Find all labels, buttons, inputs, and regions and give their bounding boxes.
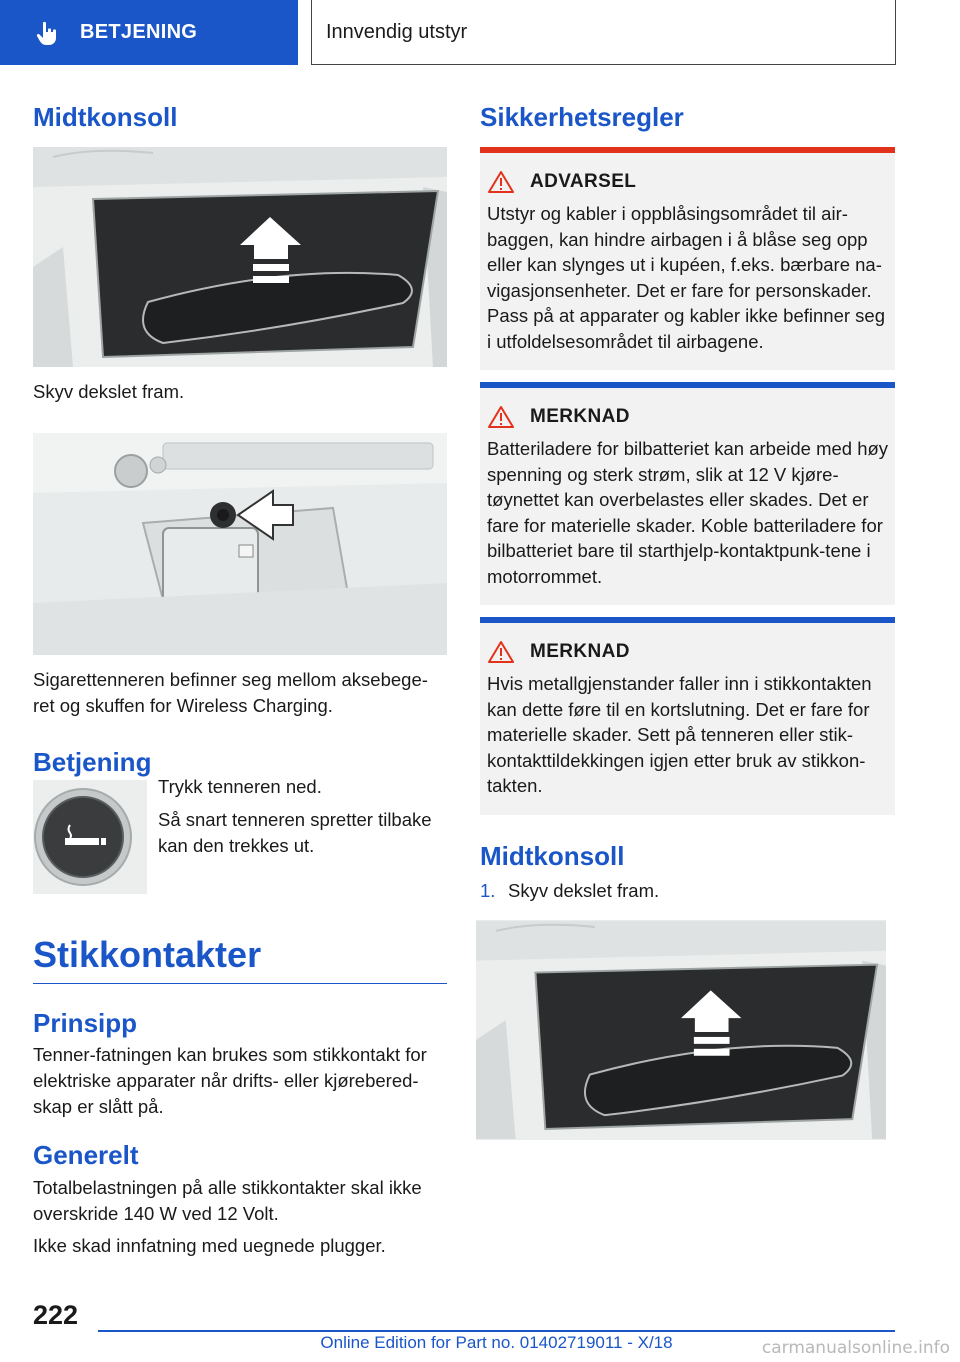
heading-prinsipp: Prinsipp	[33, 1008, 138, 1039]
generelt-text-load: Totalbelastningen på alle stikkontakter skal ikke overskride 140 W ved 12 Volt.	[33, 1176, 422, 1224]
step-text: Skyv dekslet fram.	[508, 879, 660, 901]
footer-rule	[98, 1330, 895, 1332]
warning-triangle-icon	[488, 405, 514, 429]
generelt-text-plugs: Ikke skad innfatning med uegnede plugger.	[33, 1234, 386, 1256]
heading-midtkonsoll-2: Midtkonsoll	[480, 840, 625, 871]
cigarette-lighter-icon	[33, 780, 147, 894]
heading-stikkontakter: Stikkontakter	[33, 934, 262, 976]
notice-warning	[480, 147, 895, 370]
console-cover-photo-2	[476, 920, 886, 1140]
heading-betjening: Betjening	[33, 747, 152, 778]
warning-triangle-icon	[488, 170, 514, 194]
notice-title: MERKNAD	[530, 641, 630, 663]
watermark: carmanualsonline.info	[761, 1338, 950, 1358]
section-title: BETJENING	[80, 21, 198, 43]
notice-title: ADVARSEL	[530, 171, 637, 193]
notice-merknad-charger	[480, 382, 895, 605]
notice-title: MERKNAD	[530, 406, 630, 428]
betjening-text-pull: Så snart tenneren spretter tilbake kan den trekkes ut.	[158, 809, 432, 857]
heading-sikkerhetsregler: Sikkerhetsregler	[480, 102, 684, 132]
hand-pointer-icon	[34, 19, 62, 47]
caption-push-cover: Skyv dekslet fram.	[33, 381, 185, 403]
right-column	[480, 100, 895, 1140]
notice-merknad-metal	[480, 617, 895, 815]
chapter-box	[311, 0, 896, 65]
section-tab	[0, 0, 298, 65]
notice-text: Utstyr og kabler i oppblåsingsområdet til air-baggen, kan hindre airbagen i å blåse seg opp eller kan slynges ut i kupéen, f.eks. bærbare na-vigasjonsenheter. Det er fare for personskader. Pass på at apparater og kabler ikke befinner seg i utfoldelsesområdet til airbagene.	[487, 203, 885, 352]
betjening-text-press: Trykk tenneren ned.	[158, 776, 322, 798]
page-number: 222	[33, 1300, 79, 1330]
footer-edition: Online Edition for Part no. 01402719011 - X/18	[320, 1333, 673, 1352]
step-number: 1.	[480, 879, 496, 901]
notice-text: Batteriladere for bilbatteriet kan arbeide med høy spenning og sterk strøm, slik at 12 V kjøre-tøynettet kan overbelastes eller skades. Det er fare for materielle skader. Koble batteriladere for bilbatteriet bare til starthjelp-kontaktpunk-tene i motorrommet.	[487, 438, 889, 587]
heading-generelt: Generelt	[33, 1140, 139, 1171]
left-column	[33, 100, 447, 1259]
heading-midtkonsoll: Midtkonsoll	[33, 102, 178, 132]
step-1	[480, 878, 895, 904]
warning-triangle-icon	[488, 640, 514, 664]
heading-underline	[33, 983, 447, 985]
chapter-title: Innvendig utstyr	[326, 20, 468, 43]
caption-lighter-location: Sigarettenneren befinner seg mellom aksebege-ret og skuffen for Wireless Charging.	[33, 669, 428, 717]
prinsipp-text: Tenner-fatningen kan brukes som stikkontakt for elektriske apparater når drifts- eller kjørebered-skap er slått på.	[33, 1044, 427, 1118]
betjening-block	[33, 776, 447, 894]
lighter-location-photo	[33, 433, 447, 655]
notice-text: Hvis metallgjenstander faller inn i stikkontakten kan dette føre til en kortslutning. Det er fare for materielle skader. Sett på tenneren eller stik-kontakttildekkingen igjen etter bruk av stikkon-takten.	[487, 673, 872, 797]
console-cover-photo	[33, 147, 447, 367]
